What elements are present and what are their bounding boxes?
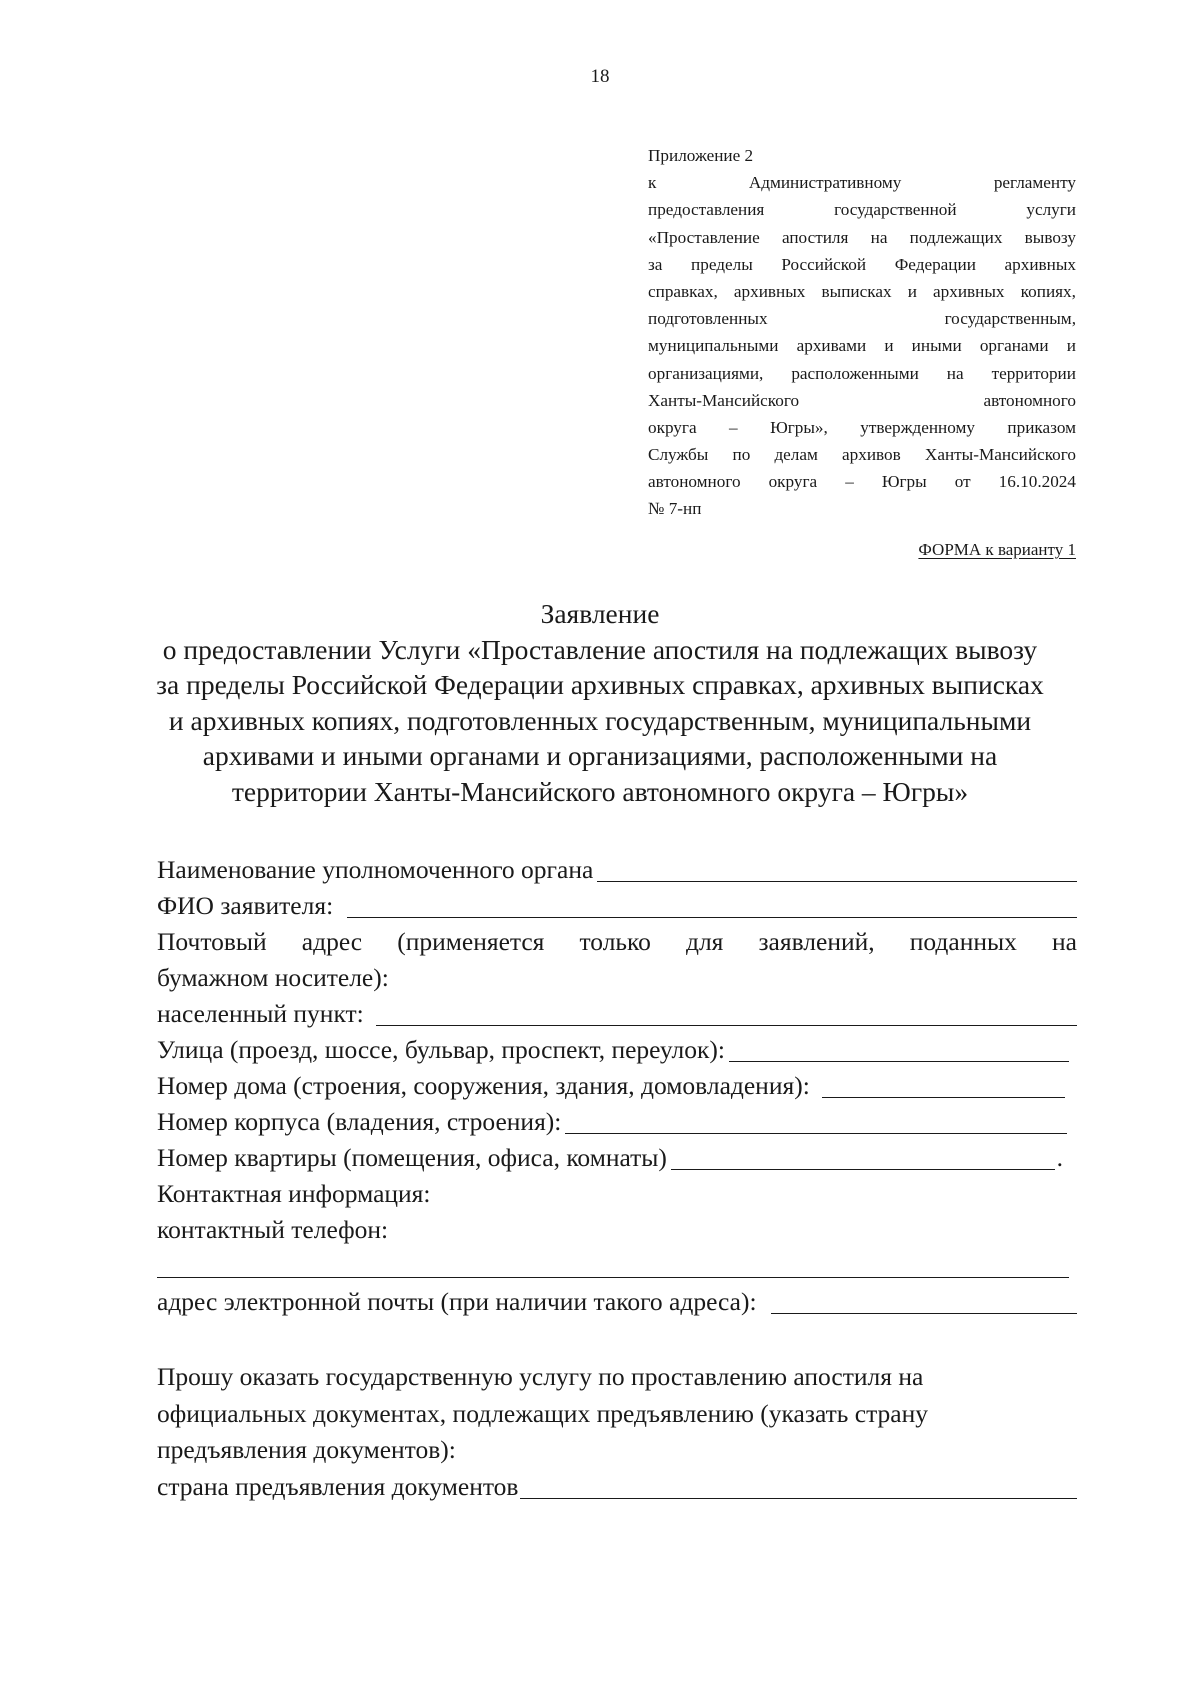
- applicant-blank[interactable]: [347, 895, 1077, 918]
- document-title: [100, 596, 1100, 809]
- appendix-word: государственным,: [944, 309, 1076, 329]
- country-blank[interactable]: [520, 1476, 1077, 1499]
- locality-blank[interactable]: [376, 1003, 1077, 1026]
- appendix-word: регламенту: [993, 173, 1076, 193]
- locality-row: [157, 996, 1077, 1032]
- appendix-word: пределы: [691, 254, 753, 274]
- postal-address-word: поданных: [909, 927, 1017, 956]
- appendix-word: по: [732, 445, 751, 465]
- appendix-word: к: [648, 173, 657, 193]
- phone-label: контактный телефон:: [157, 1215, 389, 1244]
- postal-address-word: Почтовый: [157, 927, 267, 956]
- appendix-word: делам: [774, 445, 818, 465]
- appendix-line: [648, 387, 1076, 414]
- appendix-word: подготовленных: [648, 309, 768, 329]
- appendix-word: копиях,: [1020, 281, 1076, 301]
- building-blank[interactable]: [565, 1111, 1067, 1134]
- appendix-word: за: [648, 254, 663, 274]
- applicant-fields: [157, 852, 1077, 1320]
- appendix-word: Югры»,: [770, 417, 828, 437]
- appendix-line: [648, 495, 1076, 522]
- appendix-word: приказом: [1007, 417, 1076, 437]
- page-number: 18: [590, 66, 610, 87]
- appendix-word: и: [884, 336, 894, 356]
- building-label: Номер корпуса (владения, строения):: [157, 1107, 562, 1136]
- country-label: страна предъявления документов: [157, 1471, 519, 1501]
- phone-blank[interactable]: [157, 1255, 1069, 1278]
- appendix-word: архивов: [842, 445, 901, 465]
- appendix-word: Югры: [881, 472, 927, 492]
- appendix-word: расположенными: [791, 363, 919, 383]
- appendix-word: Службы: [648, 445, 709, 465]
- appendix-word: подлежащих: [909, 227, 1003, 247]
- applicant-label: ФИО заявителя:: [157, 891, 334, 920]
- appendix-word: округа: [768, 472, 818, 492]
- country-row: [157, 1469, 1077, 1506]
- appendix-word: Ханты-Мансийского: [648, 390, 800, 410]
- phone-row: [157, 1212, 1077, 1248]
- appendix-word: иными: [911, 336, 962, 356]
- appendix-word: № 7-нп: [648, 499, 702, 519]
- postal-address-word: на: [1051, 927, 1077, 956]
- title-line: за пределы Российской Федерации архивных справках, архивных выписках: [156, 669, 1044, 700]
- appendix-line: [648, 196, 1076, 223]
- appendix-line: [648, 360, 1076, 387]
- appendix-line: [648, 142, 1076, 169]
- apartment-label: Номер квартиры (помещения, офиса, комнаты): [157, 1143, 667, 1172]
- email-blank[interactable]: [771, 1291, 1077, 1314]
- phone-blank-row: [157, 1248, 1077, 1284]
- building-row: [157, 1104, 1077, 1140]
- contact-row: [157, 1176, 1077, 1212]
- appendix-word: –: [845, 472, 854, 492]
- house-blank[interactable]: [822, 1075, 1065, 1098]
- appendix-word: Федерации: [894, 254, 976, 274]
- postal-address-label-2: бумажном носителе):: [157, 963, 389, 992]
- appendix-word: архивами: [796, 336, 867, 356]
- appendix-word: автономного: [983, 390, 1076, 410]
- appendix-word: вывозу: [1024, 227, 1076, 247]
- appendix-line: [648, 224, 1076, 251]
- postal-address-row: [157, 924, 1077, 960]
- request-line: официальных документах, подлежащих предъявлению (указать страну: [157, 1398, 928, 1428]
- email-row: [157, 1284, 1077, 1320]
- appendix-word: «Проставление: [648, 227, 760, 247]
- street-label: Улица (проезд, шоссе, бульвар, проспект, переулок):: [157, 1035, 725, 1064]
- appendix-word: архивных: [733, 281, 806, 301]
- appendix-word: территории: [991, 363, 1076, 383]
- apartment-row: [157, 1140, 1077, 1176]
- appendix-word: государственной: [834, 200, 957, 220]
- postal-address-word: для: [685, 927, 724, 956]
- appendix-block: [648, 142, 1076, 523]
- title-line: о предоставлении Услуги «Проставление апостиля на подлежащих вывозу: [162, 633, 1038, 665]
- request-line: предъявления документов):: [157, 1435, 456, 1464]
- appendix-line: [648, 169, 1076, 196]
- appendix-word: справках,: [648, 281, 718, 301]
- appendix-line: [648, 305, 1076, 332]
- appendix-word: архивных: [933, 281, 1005, 301]
- appendix-word: архивных: [1004, 254, 1076, 274]
- contact-label: Контактная информация:: [157, 1179, 431, 1208]
- appendix-word: Административному: [748, 173, 902, 193]
- title-line: архивами и иными органами и организациями, расположенными на: [202, 740, 998, 771]
- appendix-word: Приложение 2: [648, 146, 754, 165]
- appendix-word: апостиля: [781, 227, 849, 247]
- apartment-period: .: [1056, 1143, 1063, 1172]
- authority-blank[interactable]: [597, 859, 1077, 882]
- street-row: [157, 1032, 1077, 1068]
- appendix-line: [648, 278, 1076, 305]
- request-line: Прошу оказать государственную услугу по проставлению апостиля на: [157, 1362, 924, 1391]
- apartment-blank[interactable]: [671, 1147, 1055, 1170]
- appendix-word: округа: [648, 417, 697, 437]
- street-blank[interactable]: [729, 1039, 1069, 1062]
- postal-address-word: адрес: [301, 927, 363, 956]
- appendix-word: организациями,: [648, 363, 764, 383]
- appendix-line: [648, 468, 1076, 495]
- appendix-word: на: [870, 227, 888, 247]
- appendix-word: услуги: [1026, 200, 1076, 220]
- request-block: [157, 1359, 1077, 1505]
- appendix-word: предоставления: [648, 200, 765, 220]
- appendix-word: Ханты-Мансийского: [924, 445, 1076, 465]
- postal-address-row-2: [157, 960, 1077, 996]
- appendix-line: [648, 332, 1076, 359]
- house-row: [157, 1068, 1077, 1104]
- appendix-line: [648, 251, 1076, 278]
- appendix-word: автономного: [648, 472, 741, 492]
- locality-label: населенный пункт:: [157, 999, 364, 1028]
- appendix-line: [648, 441, 1076, 468]
- applicant-row: [157, 888, 1077, 924]
- form-variant-tag: ФОРМА к варианту 1: [918, 540, 1076, 559]
- postal-address-word: только: [579, 927, 651, 956]
- appendix-line: [648, 414, 1076, 441]
- postal-address-word: (применяется: [397, 927, 545, 956]
- authority-label: Наименование уполномоченного органа: [157, 855, 594, 884]
- title-line: территории Ханты-Мансийского автономного округа – Югры»: [231, 775, 969, 807]
- appendix-word: выписках: [821, 281, 892, 301]
- appendix-word: на: [946, 363, 964, 383]
- appendix-word: и: [907, 281, 917, 301]
- appendix-word: –: [729, 417, 738, 437]
- appendix-word: и: [1066, 336, 1076, 356]
- appendix-word: муниципальными: [648, 336, 779, 356]
- title-heading: Заявление: [540, 598, 660, 629]
- appendix-word: утвержденному: [860, 417, 975, 437]
- email-label: адрес электронной почты (при наличии такого адреса):: [157, 1287, 757, 1316]
- appendix-word: от: [954, 472, 971, 492]
- postal-address-word: заявлений,: [758, 927, 875, 956]
- title-line: и архивных копиях, подготовленных государственным, муниципальными: [168, 704, 1032, 736]
- appendix-word: органами: [979, 336, 1049, 356]
- appendix-word: Российской: [781, 254, 867, 274]
- house-label: Номер дома (строения, сооружения, здания, домовладения):: [157, 1071, 810, 1100]
- authority-row: [157, 852, 1077, 888]
- appendix-word: 16.10.2024: [998, 472, 1076, 492]
